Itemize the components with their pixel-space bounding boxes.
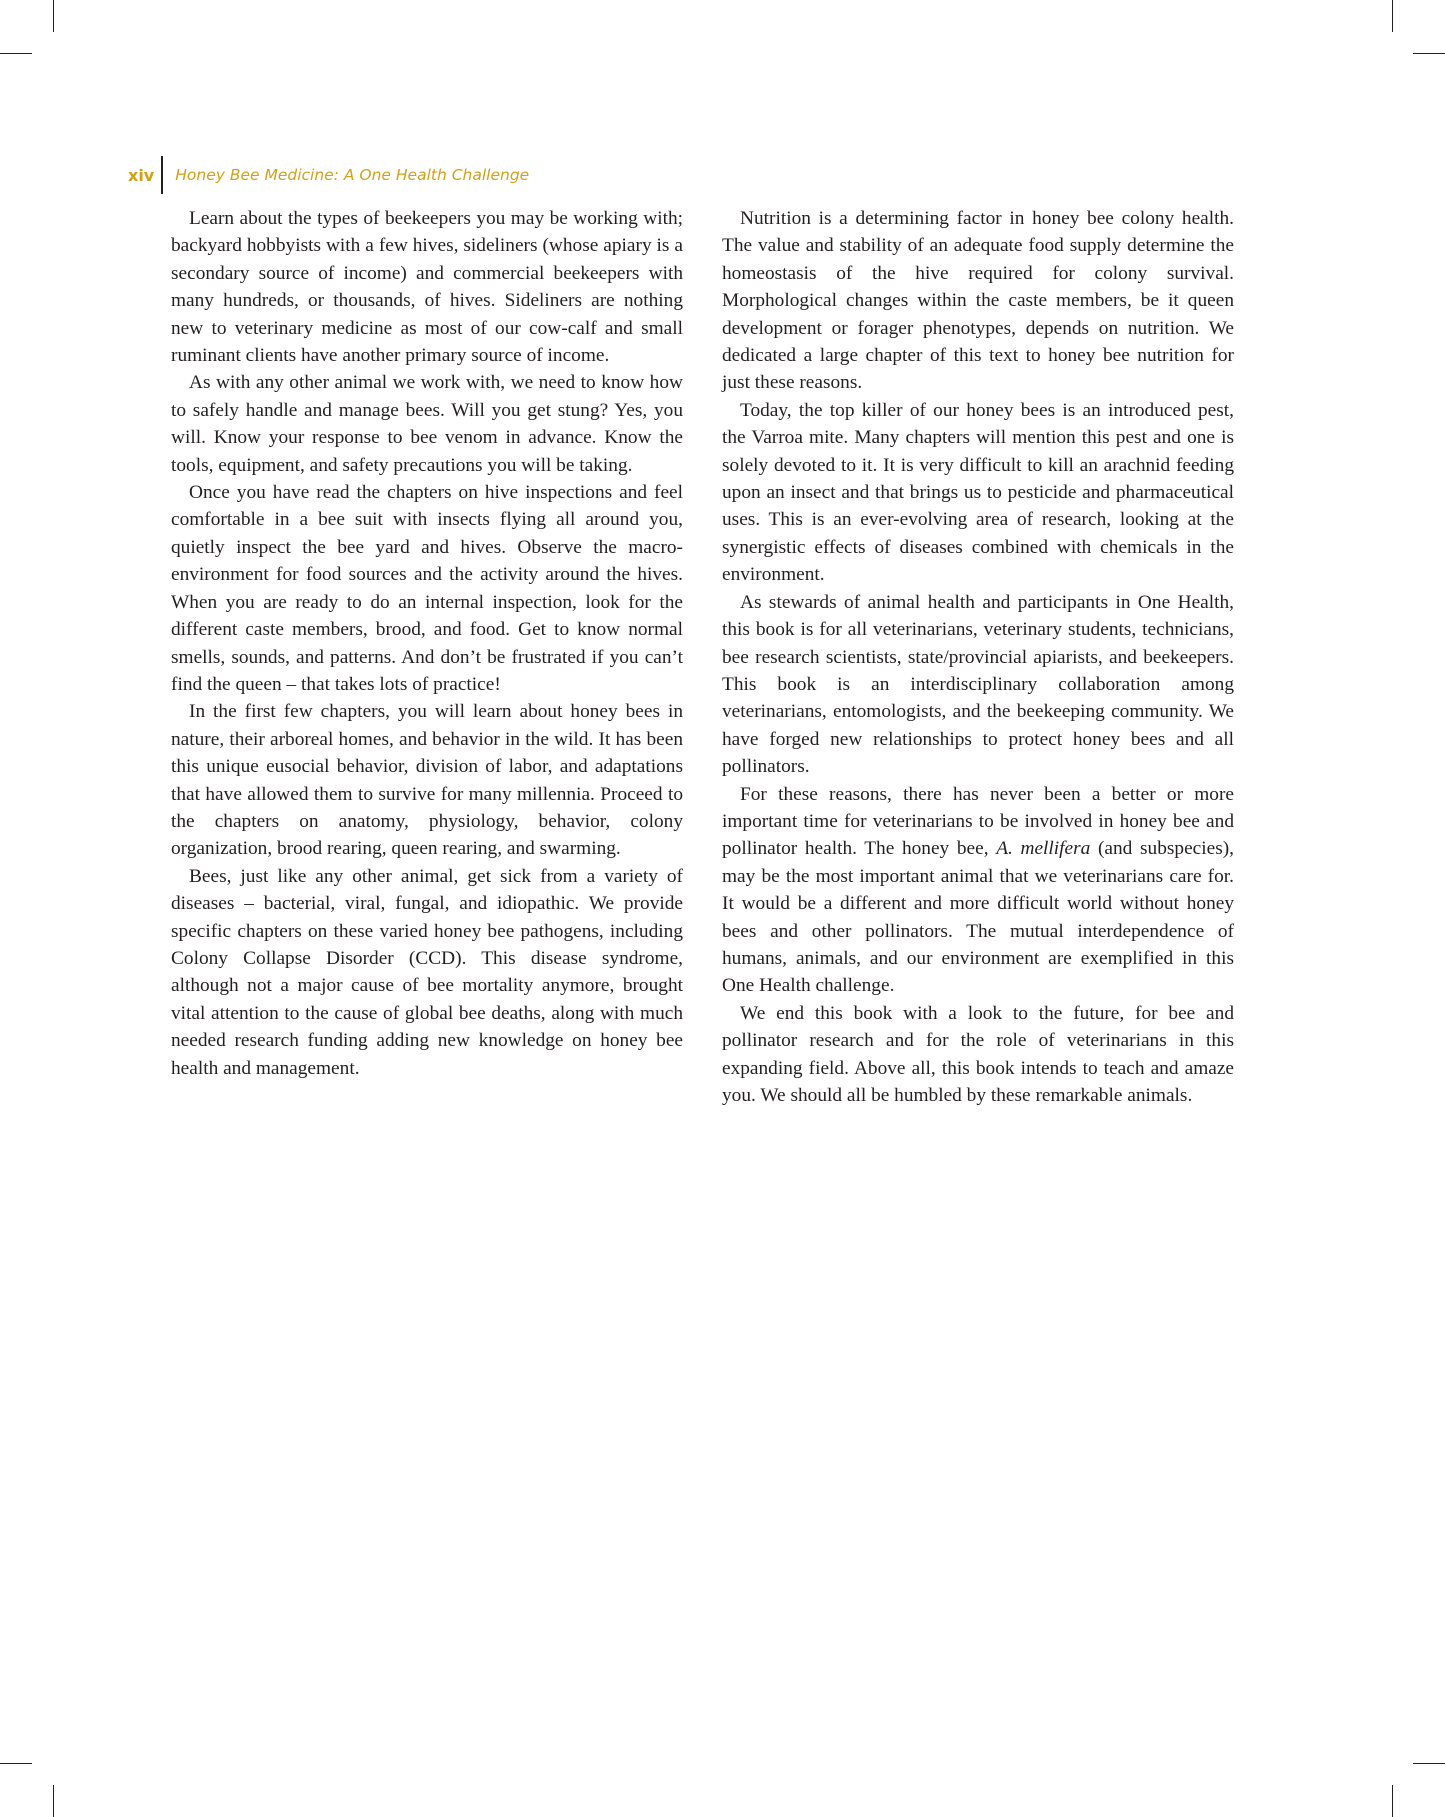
paragraph: In the first few chapters, you will learn about honey bees in nature, their arboreal homes, and behavior in the wild. It has been this unique eusocial behavior, division of labor, and adaptations that have allowed them to survive for many millennia. Proceed to the chapters on anatomy, physiology, behavior, colony organization, brood rearing, queen rearing, and swarming. bbox=[171, 701, 683, 860]
paragraph: Bees, just like any other animal, get sick from a variety of diseases – bacterial, viral, fungal, and idiopathic. We provide specific chapters on these varied honey bee pathogens, including Colony Collapse Disorder (CCD). This disease syndrome, although not a major cause of bee mortality anymore, brought vital attention to the cause of global bee deaths, along with much needed research funding adding new knowledge on honey bee health and management. bbox=[171, 865, 683, 1079]
crop-mark bbox=[1413, 53, 1445, 54]
paragraph-text: (and subspecies), may be the most important animal that we veterinarians care for. It would be a different and more difficult world without honey bees and other pollinators. The mutual interdependence of humans, animals, and our environment are exemplified in this One Health challenge. bbox=[722, 838, 1235, 997]
right-text-column bbox=[722, 205, 1234, 1109]
crop-mark bbox=[1392, 1785, 1393, 1817]
left-text-column bbox=[171, 205, 683, 1082]
paragraph-text: For these reasons, there has never been a better or more important time for veterinarians to be involved in honey bee and pollinator health. The honey bee, bbox=[722, 783, 1234, 860]
crop-mark bbox=[1413, 1763, 1445, 1764]
paragraph: Once you have read the chapters on hive inspections and feel comfortable in a bee suit with insects flying all around you, quietly inspect the bee yard and hives. Observe the macro-environment for food sources and the activity around the hives. When you are ready to do an internal inspection, look for the different caste members, brood, and food. Get to know normal smells, sounds, and patterns. And don’t be frustrated if you can’t find the queen – that takes lots of practice! bbox=[171, 482, 683, 695]
crop-mark bbox=[1392, 0, 1393, 32]
paragraph: As stewards of animal health and participants in One Health, this book is for all veterinarians, veterinary students, technicians, bee research scientists, state/provincial apiarists, and beekeepers. This book is an interdisciplinary collaboration among veterinarians, entomologists, and the beekeeping community. We have forged new relationships to protect honey bees and all pollinators. bbox=[722, 591, 1234, 778]
species-name: A. mellifera bbox=[996, 838, 1091, 860]
paragraph: Nutrition is a determining factor in honey bee colony health. The value and stability of an adequate food supply determine the homeostasis of the hive required for colony survival. Morphological changes within the caste members, be it queen development or forager phenotypes, depends on nutrition. We dedicated a large chapter of this text to honey bee nutrition for just these reasons. bbox=[722, 208, 1234, 394]
crop-mark bbox=[53, 0, 54, 32]
header-divider bbox=[161, 156, 163, 194]
paragraph: We end this book with a look to the future, for bee and pollinator research and for the role of veterinarians in this expanding field. Above all, this book intends to teach and amaze you. We should all be humbled by these remarkable animals. bbox=[722, 1002, 1234, 1106]
crop-mark bbox=[0, 1763, 32, 1764]
crop-mark bbox=[53, 1785, 54, 1817]
running-head bbox=[128, 156, 529, 194]
paragraph bbox=[722, 781, 1234, 1000]
page-number: xiv bbox=[128, 165, 155, 185]
paragraph: Learn about the types of beekeepers you may be working with; backyard hobbyists with a few hives, sideliners (whose apiary is a secondary source of income) and commercial beekeepers with many hundreds, or thousands, of hives. Sideliners are nothing new to veterinary medicine as most of our cow-calf and small ruminant clients have another primary source of income. bbox=[171, 208, 683, 367]
crop-mark bbox=[0, 53, 32, 54]
paragraph: Today, the top killer of our honey bees is an introduced pest, the Varroa mite. Many chapters will mention this pest and one is solely devoted to it. It is very difficult to kill an arachnid feeding upon an insect and that brings us to pesticide and pharmaceutical uses. This is an ever-evolving area of research, looking at the synergistic effects of diseases combined with chemicals in the environment. bbox=[722, 399, 1234, 586]
book-title: Honey Bee Medicine: A One Health Challenge bbox=[175, 166, 530, 184]
paragraph: As with any other animal we work with, we need to know how to safely handle and manage bees. Will you get stung? Yes, you will. Know your response to bee venom in advance. Know the tools, equipment, and safety precautions you will be taking. bbox=[171, 372, 683, 476]
